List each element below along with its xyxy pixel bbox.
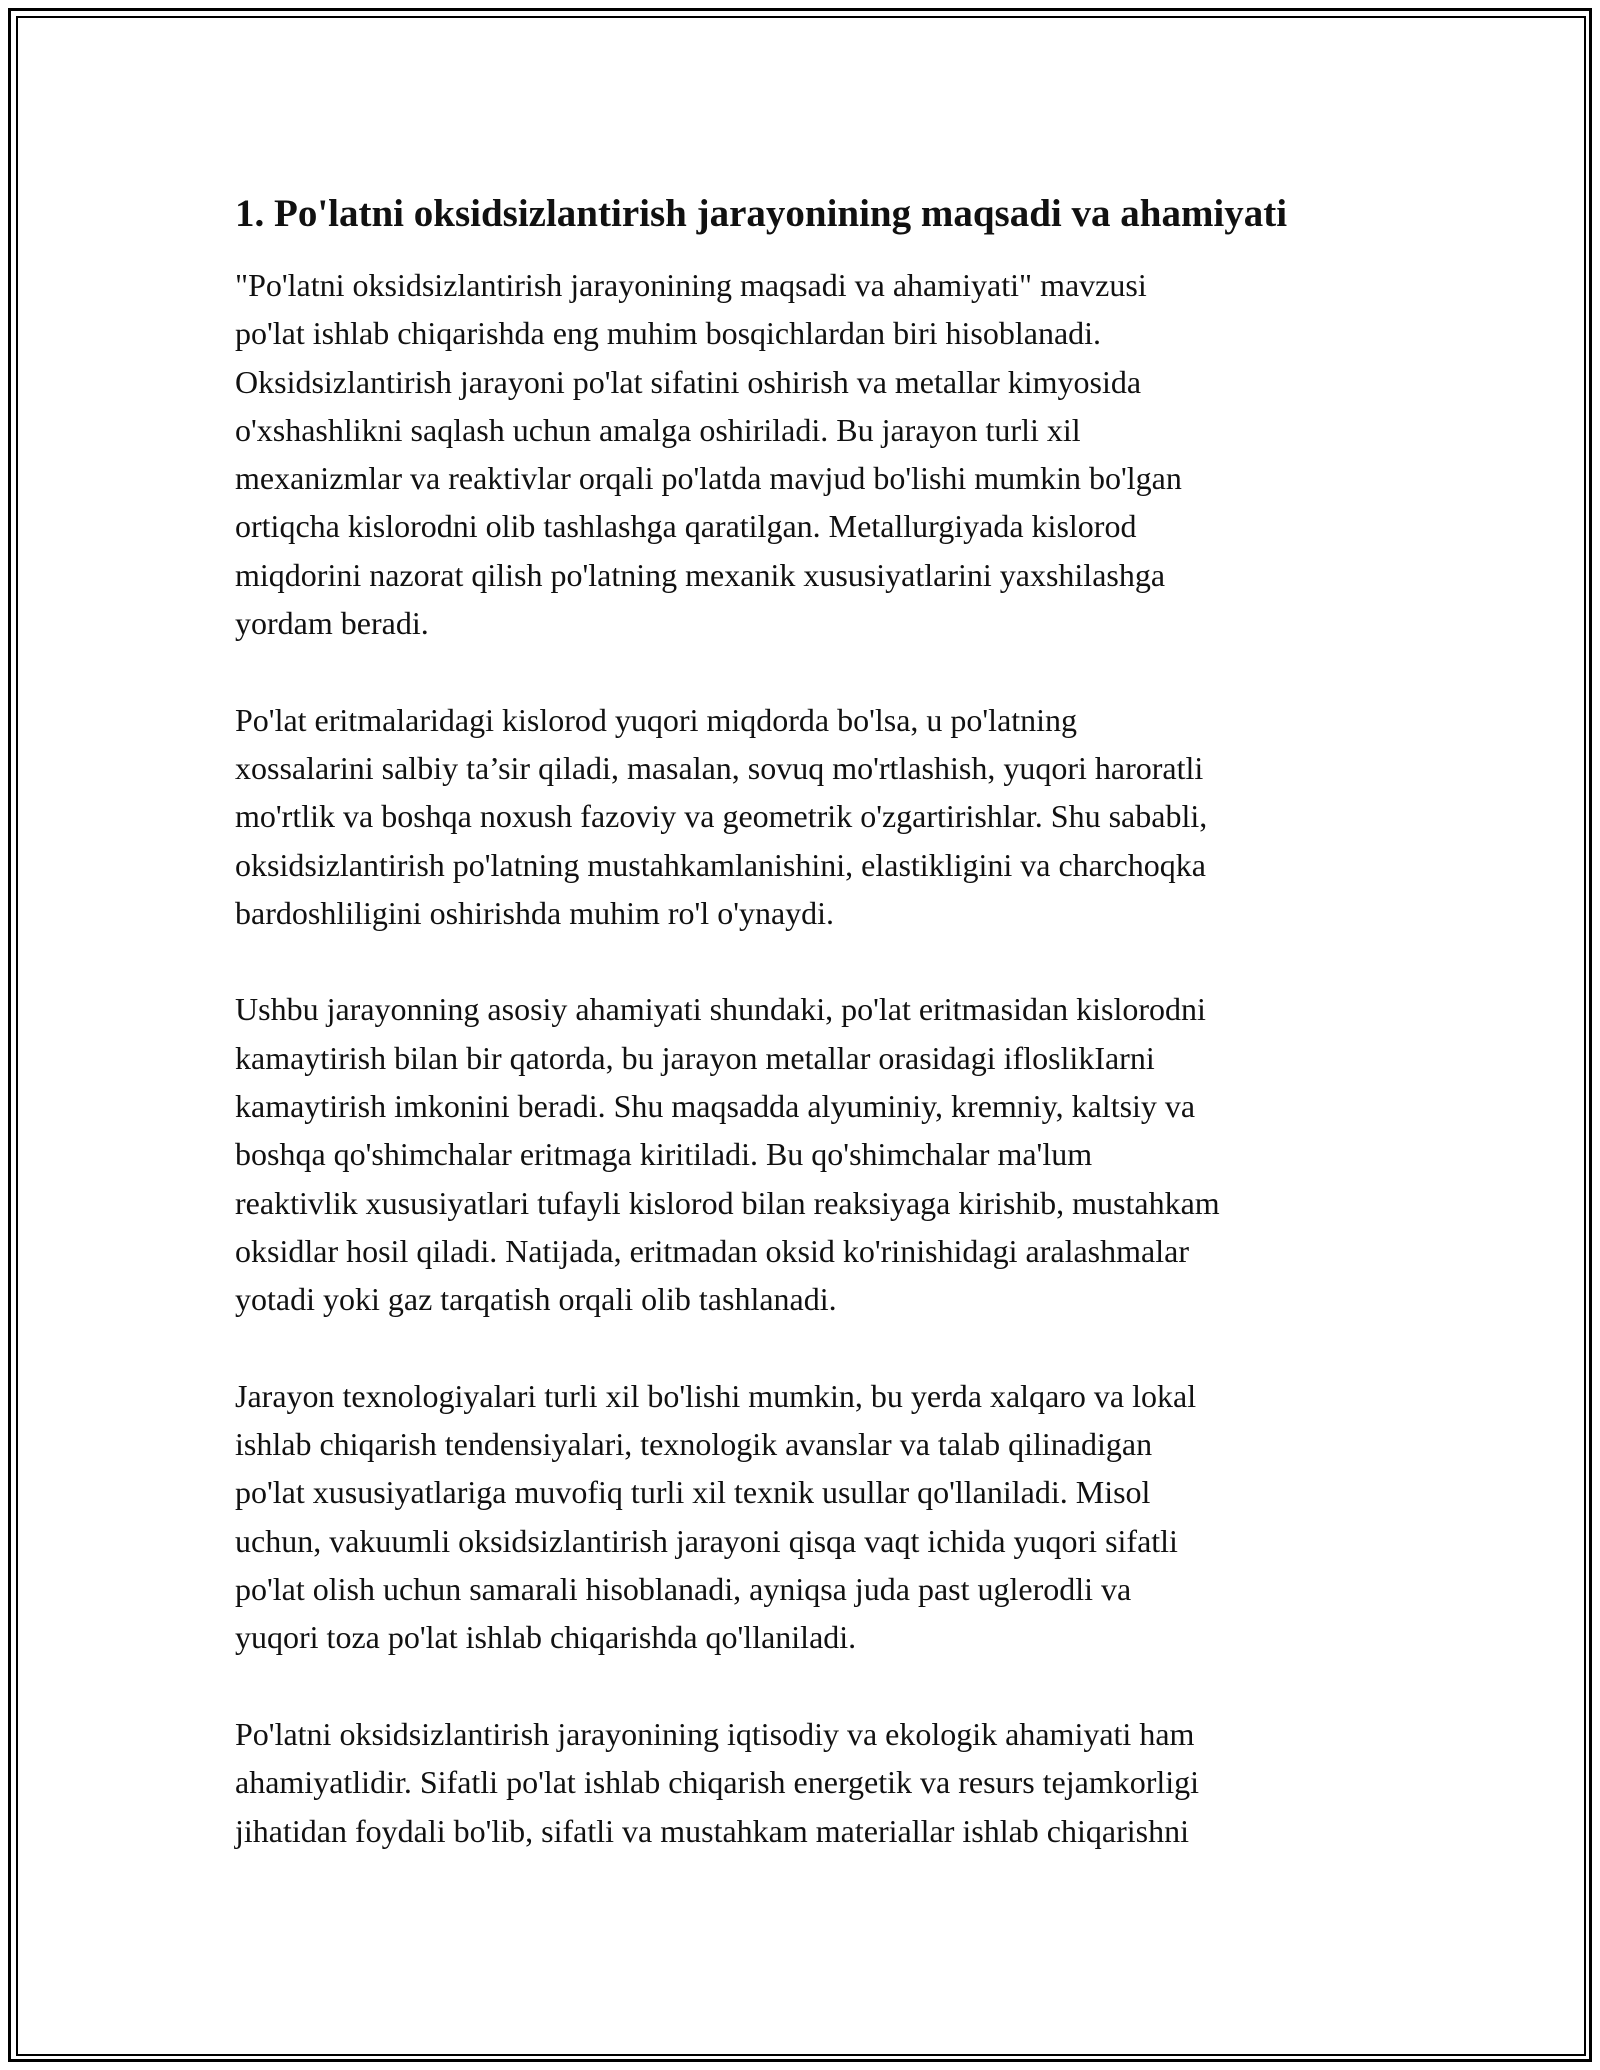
- text-line: uchun, vakuumli oksidsizlantirish jarayoni qisqa vaqt ichida yuqori sifatli: [235, 1522, 1178, 1559]
- text-line: o'xshashlikni saqlash uchun amalga oshiriladi. Bu jarayon turli xil: [235, 411, 1081, 448]
- text-line: jihatidan foydali bo'lib, sifatli va mustahkam materiallar ishlab chiqarishni: [235, 1812, 1189, 1849]
- paragraph-2: [235, 696, 1375, 937]
- text-line: bardoshliligini oshirishda muhim ro'l o'ynaydi.: [235, 894, 835, 931]
- text-line: po'lat xususiyatlariga muvofiq turli xil texnik usullar qo'llaniladi. Misol: [235, 1474, 1151, 1511]
- text-line: kamaytirish imkonini beradi. Shu maqsadda alyuminiy, kremniy, kaltsiy va: [235, 1088, 1196, 1125]
- text-line: mo'rtlik va boshqa noxush fazoviy va geometrik o'zgartirishlar. Shu sababli,: [235, 798, 1208, 835]
- text-line: yuqori toza po'lat ishlab chiqarishda qo'llaniladi.: [235, 1619, 857, 1656]
- text-line: Ushbu jarayonning asosiy ahamiyati shundaki, po'lat eritmasidan kislorodni: [235, 991, 1206, 1028]
- section-heading: 1. Po'latni oksidsizlantirish jarayonining maqsadi va ahamiyati: [235, 192, 1288, 235]
- text-line: Po'lat eritmalaridagi kislorod yuqori miqdorda bo'lsa, u po'latning: [235, 701, 1078, 738]
- text-line: po'lat ishlab chiqarishda eng muhim bosqichlardan biri hisoblanadi.: [235, 315, 1102, 352]
- text-line: yordam beradi.: [235, 605, 429, 642]
- text-line: oksidlar hosil qiladi. Natijada, eritmadan oksid ko'rinishidagi aralashmalar: [235, 1232, 1189, 1269]
- text-line: "Po'latni oksidsizlantirish jarayonining maqsadi va ahamiyati" mavzusi: [235, 267, 1147, 303]
- text-line: yotadi yoki gaz tarqatish orqali olib tashlanadi.: [235, 1281, 837, 1318]
- text-line: po'lat olish uchun samarali hisoblanadi, ayniqsa juda past uglerodli va: [235, 1571, 1132, 1608]
- text-line: boshqa qo'shimchalar eritmaga kiritiladi. Bu qo'shimchalar ma'lum: [235, 1136, 1093, 1173]
- text-line: ahamiyatlidir. Sifatli po'lat ishlab chiqarish energetik va resurs tejamkorligi: [235, 1764, 1200, 1801]
- text-line: xossalarini salbiy ta’sir qiladi, masalan, sovuq mo'rtlashish, yuqori haroratli: [235, 749, 1204, 786]
- text-line: Oksidsizlantirish jarayoni po'lat sifatini oshirish va metallar kimyosida: [235, 363, 1142, 400]
- text-line: Jarayon texnologiyalari turli xil bo'lishi mumkin, bu yerda xalqaro va lokal: [235, 1377, 1197, 1414]
- text-line: mexanizmlar va reaktivlar orqali po'latda mavjud bo'lishi mumkin bo'lgan: [235, 460, 1182, 497]
- paragraph-4: [235, 1372, 1375, 1662]
- text-line: ortiqcha kislorodni olib tashlashga qaratilgan. Metallurgiyada kislorod: [235, 508, 1137, 545]
- text-line: miqdorini nazorat qilish po'latning mexanik xususiyatlarini yaxshilashga: [235, 556, 1166, 593]
- text-line: ishlab chiqarish tendensiyalari, texnologik avanslar va talab qilinadigan: [235, 1426, 1153, 1463]
- text-line: Po'latni oksidsizlantirish jarayonining iqtisodiy va ekologik ahamiyati ham: [235, 1715, 1195, 1752]
- text-line: reaktivlik xususiyatlari tufayli kislorod bilan reaksiyaga kirishib, mustahkam: [235, 1184, 1220, 1221]
- document-body: [235, 187, 1375, 1903]
- paragraph-5: [235, 1710, 1375, 1855]
- text-line: oksidsizlantirish po'latning mustahkamlanishini, elastikligini va charchoqka: [235, 846, 1206, 883]
- paragraph-3: [235, 985, 1375, 1323]
- paragraph-1: [235, 261, 1375, 647]
- text-line: kamaytirish bilan bir qatorda, bu jarayon metallar orasidagi ifloslikIarni: [235, 1039, 1155, 1076]
